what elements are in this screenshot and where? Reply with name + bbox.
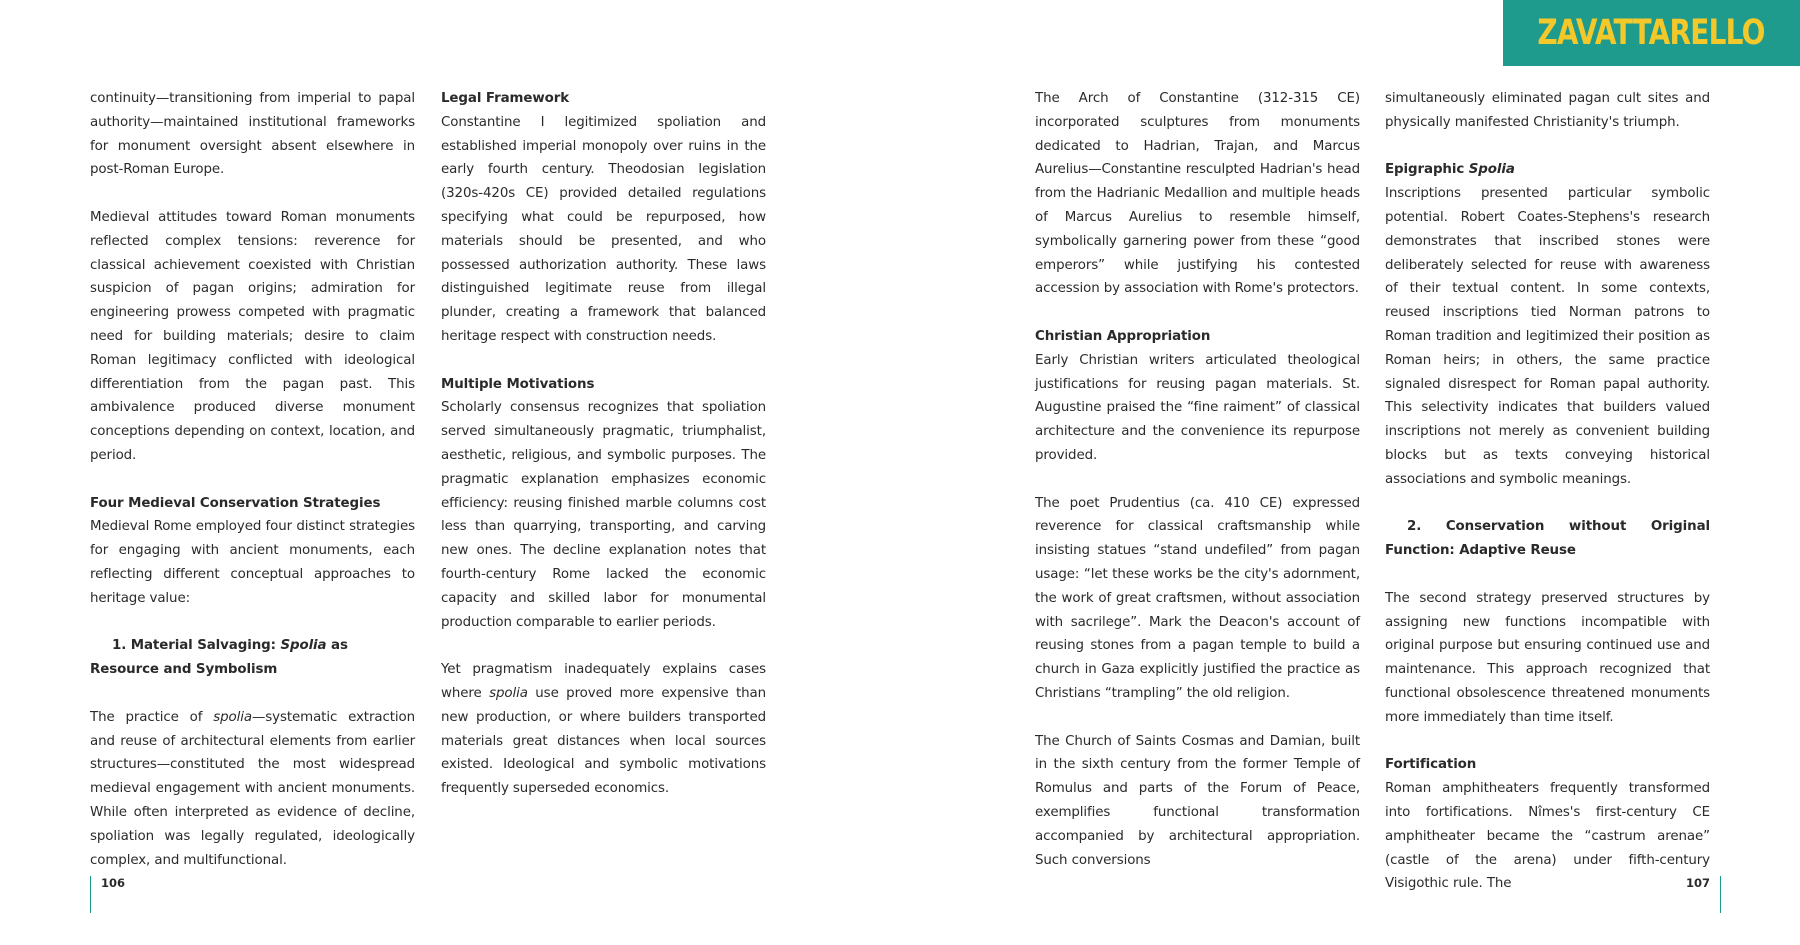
paragraph: Scholarly consensus recognizes that spoliation served simultaneously pragmatic, triumphalist, aesthetic, religious, and symbolic purposes. The pragmatic explanation emphasizes economic efficiency: reusing finished marble columns cost less than quarrying, transporting, and carving new ones. The decline explanation notes that fourth-century Rome lacked the economic capacity and skilled labor for monumental production comparable to earlier periods. (441, 400, 766, 630)
heading-text: Epigraphic (1385, 162, 1469, 178)
page-number: 106 (101, 876, 126, 890)
paragraph: continuity—transitioning from imperial to papal authority—maintained institutional frameworks for monument oversight absent elsewhere in post-Roman Europe. (90, 91, 415, 178)
section (90, 492, 415, 611)
heading-emphasis: Spolia (1468, 162, 1515, 178)
section-heading: Legal Framework (441, 91, 570, 106)
paragraph: Medieval attitudes toward Roman monuments reflected complex tensions: reverence for classical achievement coexisted with Christian suspicion of pagan origins; admiration for engineering prowess competed with pragmatic need for building materials; desire to claim Roman legitimacy conflicted with ideological differentiation from the pagan past. This ambivalence produced diverse monument conceptions depending on context, location, and period. (90, 209, 415, 463)
text: use proved more expensive than new production, or where builders transported materials great distances when local sources existed. Ideological and symbolic motivations frequently superseded economics. (441, 685, 766, 797)
brand-title: ZAVATTARELLO (1537, 13, 1766, 53)
section (441, 373, 766, 635)
text: —systematic extraction and reuse of architectural elements from earlier structures—constituted the most widespread medieval engagement with ancient monuments. While often interpreted as evidence of decline, spoliation was legally regulated, ideologically complex, and multifunctional. (90, 709, 415, 868)
paragraph: The Arch of Constantine (312-315 CE) incorporated sculptures from monuments dedicated to Hadrian, Trajan, and Marcus Aurelius—Constantine resculpted Hadrian's head from the Hadrianic Medallion and multiple heads of Marcus Aurelius to resemble himself, symbolically garnering power from these “good emperors” while justifying his contested accession by association with Rome's protectors. (1035, 91, 1360, 297)
paragraph (441, 658, 766, 801)
paragraph (90, 706, 415, 873)
section-heading: Fortification (1385, 757, 1477, 773)
emphasis: spolia (489, 685, 528, 701)
paragraph: The second strategy preserved structures by assigning new functions incompatible with original purpose but ensuring continued use and maintenance. This approach recognized that functional obsolescence threatened monuments more immediately than time itself. (1385, 590, 1710, 725)
paragraph: Early Christian writers articulated theological justifications for reusing pagan materials. St. Augustine praised the “fine raiment” of classical architecture and the convenience its repurpose provided. (1035, 352, 1360, 463)
text-column-3 (1035, 87, 1360, 872)
paragraph: The Church of Saints Cosmas and Damian, built in the sixth century from the former Temple of Romulus and parts of the Forum of Peace, exemplifies functional transformation accompanied by architectural appropriation. Such conversions (1035, 733, 1360, 868)
text-column-4 (1385, 87, 1710, 896)
paragraph: Inscriptions presented particular symbolic potential. Robert Coates-Stephens's research demonstrates that inscribed stones were deliberately selected for reuse with awareness of their textual content. In some contexts, reused inscriptions tied Norman patrons to Roman tradition and legitimized their position as Roman heirs; in others, the same practice signaled disrespect for Roman papal authority. This selectivity indicates that builders valued inscriptions not merely as convenient building blocks but as texts conveying historical associations and symbolic meanings. (1385, 186, 1710, 487)
section-heading: Christian Appropriation (1035, 328, 1211, 344)
text-column-1 (90, 87, 415, 872)
section (1385, 753, 1710, 896)
section (1385, 158, 1710, 491)
heading-text: 1. Material Salvaging: (112, 638, 281, 654)
paragraph: Constantine I legitimized spoliation and established imperial monopoly over ruins in the early fourth century. Theodosian legislation (320s-420s CE) provided detailed regulations specifying what could be repurposed, how materials should be presented, and who possessed authorization authority. These laws distinguished legitimate reuse from illegal plunder, creating a framework that balanced heritage respect with construction needs. (441, 114, 766, 344)
section-heading: Multiple Motivations (441, 376, 595, 392)
paragraph: Medieval Rome employed four distinct strategies for engaging with ancient monuments, each reflecting different conceptual approaches to heritage value: (90, 519, 415, 606)
emphasis: spolia (213, 709, 252, 725)
section-heading (1385, 158, 1710, 182)
section (1035, 325, 1360, 468)
heading-text: as Resource and Symbolism (90, 638, 348, 678)
heading-emphasis: Spolia (280, 638, 327, 654)
page-number: 107 (1685, 876, 1710, 890)
brand-banner (1503, 0, 1800, 66)
subsection-heading (90, 634, 415, 682)
section (441, 87, 766, 349)
section-heading: Four Medieval Conservation Strategies (90, 495, 381, 511)
text: The practice of (90, 709, 214, 725)
paragraph: simultaneously eliminated pagan cult sites and physically manifested Christianity's triumph. (1385, 91, 1710, 130)
page-number-right (1685, 876, 1721, 913)
text-column-2 (441, 87, 766, 801)
text: Yet pragmatism inadequately explains cases where (441, 662, 766, 701)
page-number-left (90, 876, 125, 913)
paragraph: The poet Prudentius (ca. 410 CE) expressed reverence for classical craftsmanship while insisting statues “stand undefiled” from pagan usage: “let these works be the city's adornment, the work of great craftsmen, without association with sacrilege”. Mark the Deacon's account of reusing stones from a pagan temple to build a church in Gaza explicitly justified the practice as Christians “trampling” the old religion. (1035, 495, 1360, 701)
paragraph: Roman amphitheaters frequently transformed into fortifications. Nîmes's first-century CE amphitheater became the “castrum arenae” (castle of the arena) under fifth-century Visigothic rule. The (1385, 781, 1710, 892)
subsection-heading: 2. Conservation without Original Function: Adaptive Reuse (1385, 519, 1710, 559)
